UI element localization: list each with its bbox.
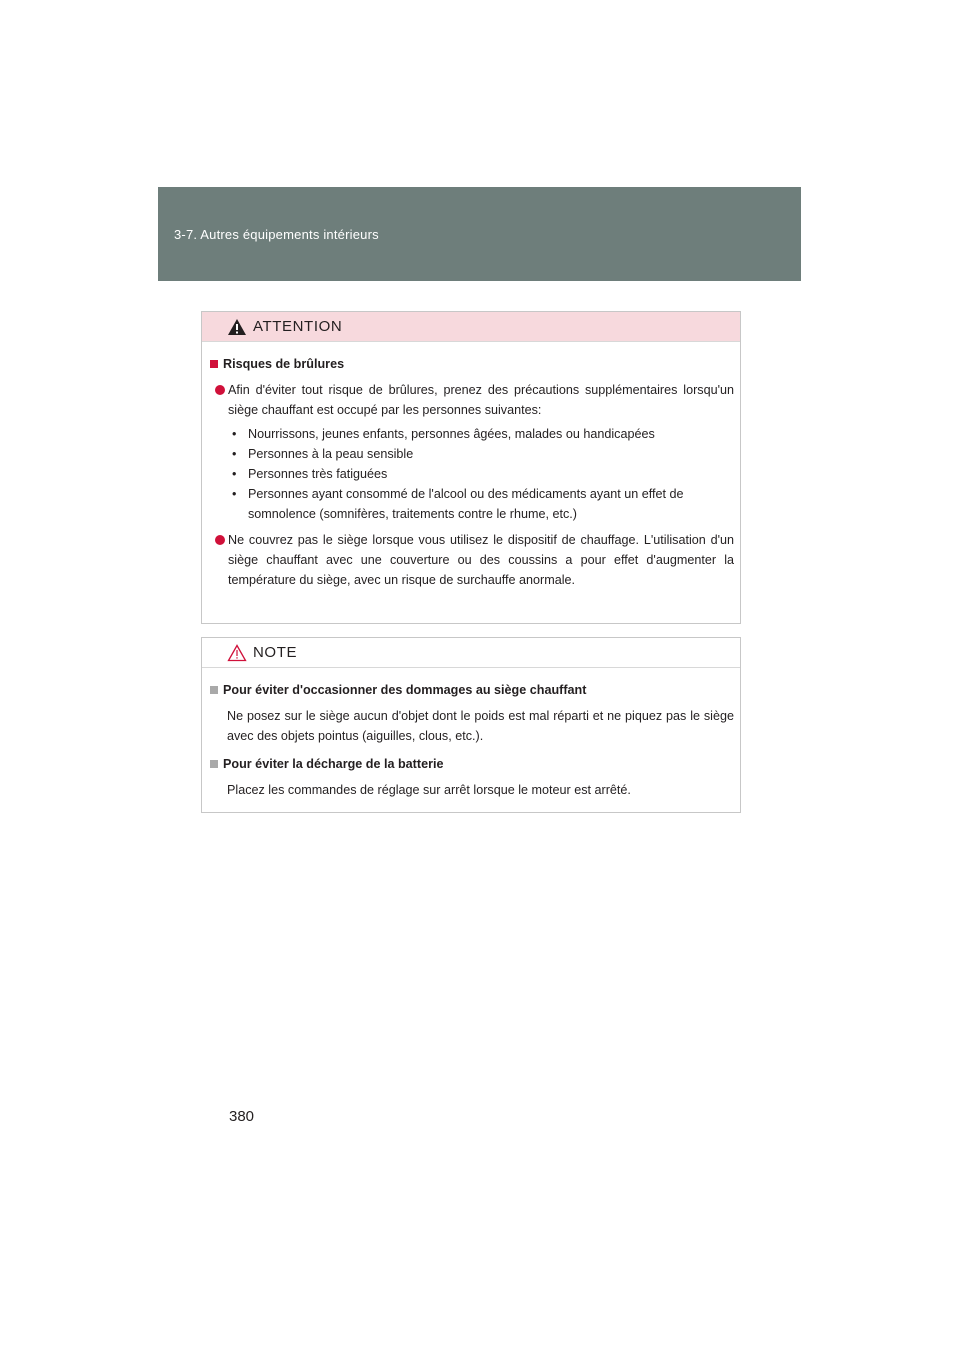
attention-point-2-text: Ne couvrez pas le siège lorsque vous utilisez le dispositif de chauffage. L'utilisation d'un siège chauffant avec une couverture ou des coussins a pour effet d'augmenter la température du siège, avec un risque de surchauffe anormale. xyxy=(228,533,734,587)
list-item: • Nourrissons, jeunes enfants, personnes âgées, malades ou handicapées xyxy=(228,424,734,444)
attention-box xyxy=(201,311,741,624)
square-bullet-icon xyxy=(210,760,218,768)
attention-point-1-text: Afin d'éviter tout risque de brûlures, prenez des précautions supplémentaires lorsqu'un siège chauffant est occupé par les personnes suivantes: xyxy=(228,383,734,417)
attention-heading xyxy=(210,354,734,374)
note-text-1: Ne posez sur le siège aucun d'objet dont le poids est mal réparti et ne piquez pas le siège avec des objets pointus (aiguilles, clous, etc.). xyxy=(227,709,734,743)
attention-point-1 xyxy=(210,380,734,420)
note-heading-1-text: Pour éviter d'occasionner des dommages au siège chauffant xyxy=(223,683,587,697)
round-bullet-icon xyxy=(215,385,225,395)
section-header-band xyxy=(158,187,801,281)
square-bullet-icon xyxy=(210,686,218,694)
warning-icon xyxy=(227,318,247,336)
note-header xyxy=(202,638,740,668)
section-title: 3-7. Autres équipements intérieurs xyxy=(174,227,379,242)
note-heading-1 xyxy=(210,680,734,700)
square-bullet-icon xyxy=(210,360,218,368)
attention-header xyxy=(202,312,740,342)
list-item: • Personnes à la peau sensible xyxy=(228,444,734,464)
note-title: NOTE xyxy=(253,644,298,661)
attention-title: ATTENTION xyxy=(253,318,343,335)
note-text-2: Placez les commandes de réglage sur arrêt lorsque le moteur est arrêté. xyxy=(227,783,631,797)
attention-body xyxy=(202,342,740,590)
list-item: • Personnes ayant consommé de l'alcool ou des médicaments ayant un effet de somnolence (somnifères, traitements contre le rhume, etc.) xyxy=(228,484,734,524)
note-heading-2-text: Pour éviter la décharge de la batterie xyxy=(223,757,444,771)
attention-bullet-list xyxy=(228,424,734,524)
page-number: 380 xyxy=(229,1108,255,1125)
round-bullet-icon xyxy=(215,535,225,545)
note-box xyxy=(201,637,741,813)
caution-outline-icon xyxy=(227,644,247,662)
note-heading-2 xyxy=(210,754,734,774)
list-item: • Personnes très fatiguées xyxy=(228,464,734,484)
attention-point-2 xyxy=(210,530,734,590)
attention-heading-text: Risques de brûlures xyxy=(223,357,345,371)
note-body xyxy=(202,668,740,800)
